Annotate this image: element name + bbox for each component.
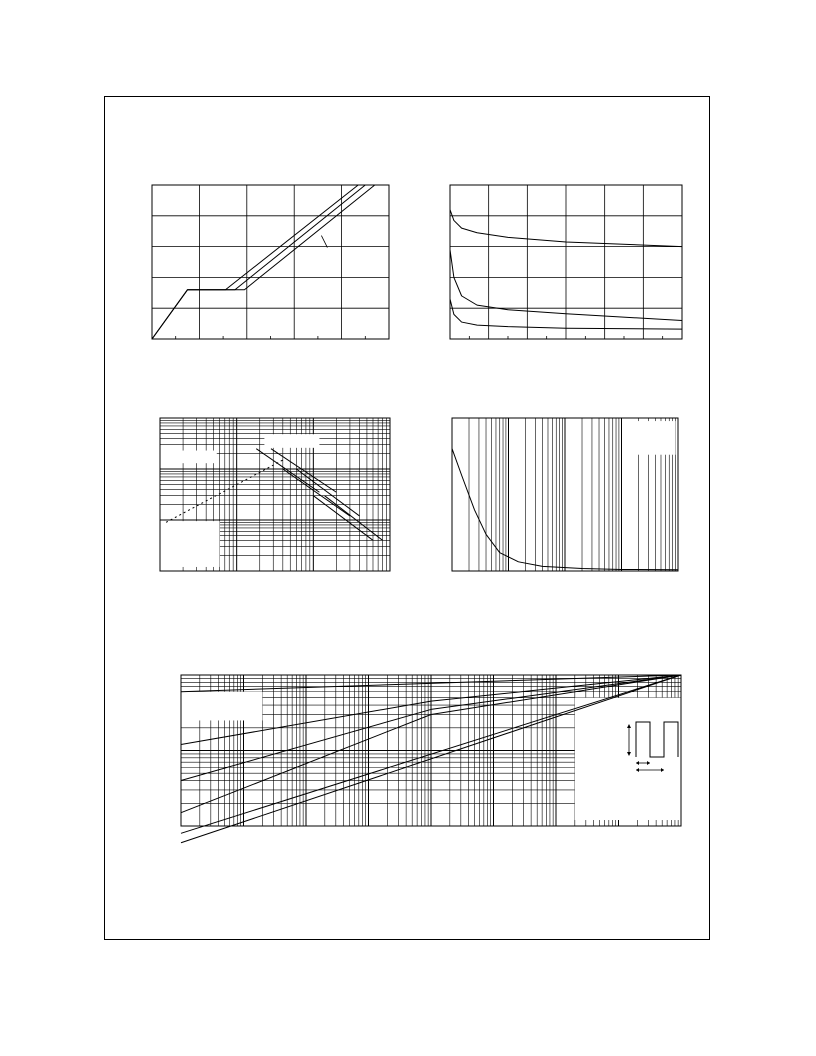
chart-1-series-1 [152,185,365,339]
chart-1-annotation-pointer-0 [321,236,327,248]
chart-1-frame [152,185,389,339]
chart-5-label-box-0 [181,692,262,721]
chart-4-label-box-0 [636,421,675,455]
chart-1-plot [151,184,390,340]
chart-3-series-2 [283,469,350,516]
chart-3-plot [159,417,391,572]
chart-5-plot [180,674,682,827]
chart-3-label-box-0 [160,451,217,464]
chart-3-label-box-2 [160,521,220,567]
chart-5-label-box-1 [575,698,681,820]
chart-1-series-2 [152,185,358,339]
chart-3-series-1 [271,449,336,493]
chart-2-plot [449,184,683,340]
chart-4-plot [451,417,679,572]
chart-3-series-4 [313,496,373,541]
chart-3-series-5 [325,496,383,541]
chart-3-label-box-1 [264,434,319,448]
